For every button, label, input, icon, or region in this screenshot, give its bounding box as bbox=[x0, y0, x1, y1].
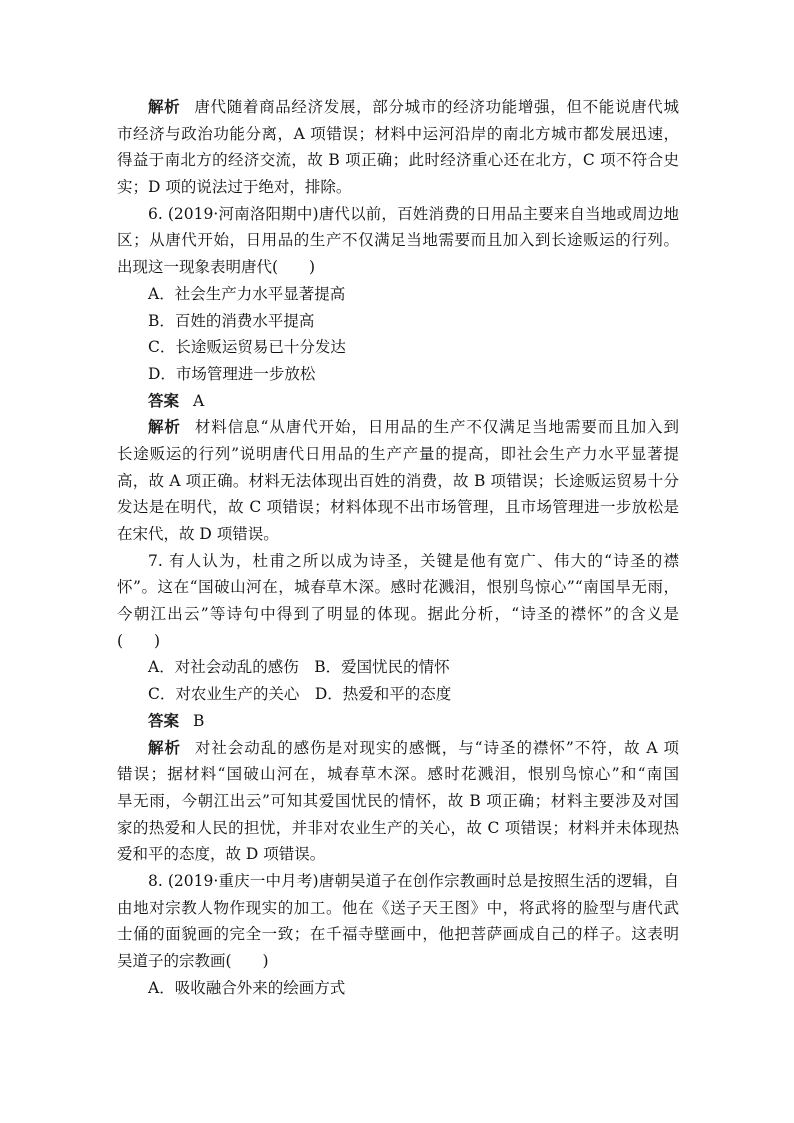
analysis-7-line-5: 爱和平的态度，故 D 项错误。 bbox=[117, 845, 326, 864]
question-7-stem-3: 今朝江出云”等诗句中得到了明显的体现。据此分析，“诗圣的襟怀”的含义是 bbox=[117, 605, 679, 624]
question-7-stem-1: 7. 有人认为，杜甫之所以成为诗圣，关键是他有宽广、伟大的“诗圣的襟 bbox=[148, 551, 679, 570]
analysis-5-line-1: 解析 唐代随着商品经济发展，部分城市的经济功能增强，但不能说唐代城 bbox=[148, 98, 679, 116]
question-8-stem-3: 士俑的面貌画的完全一致；在千福寺壁画中，他把菩萨画成自己的样子。这表明 bbox=[117, 925, 679, 944]
question-8-stem-2: 由地对宗教人物作现实的加工。他在《送子天王图》中，将武将的脸型与唐代武 bbox=[117, 898, 679, 917]
question-7-stem-4: ( ) bbox=[117, 631, 161, 650]
question-7-options-ab: A．对社会动乱的感伤 B．爱国忧民的情怀 bbox=[148, 658, 450, 677]
question-6-option-c: C．长途贩运贸易已十分发达 bbox=[148, 338, 346, 357]
question-7-stem-2: 怀”。这在“国破山河在，城春草木深。感时花溅泪，恨别鸟惊心”“南国旱无雨， bbox=[117, 578, 679, 597]
question-8-stem-4: 吴道子的宗教画( ) bbox=[117, 952, 269, 970]
analysis-7-line-3: 旱无雨，今朝江出云”可知其爱国忧民的情怀，故 B 项正确；材料主要涉及对国 bbox=[117, 791, 679, 810]
answer-label: 答案 bbox=[148, 391, 180, 410]
question-7-options-cd: C．对农业生产的关心 D．热爱和平的态度 bbox=[148, 685, 452, 704]
question-6-option-d: D．市场管理进一步放松 bbox=[148, 364, 316, 383]
question-block bbox=[117, 94, 679, 1001]
question-8-stem-1: 8. (2019·重庆一中月考)唐朝吴道子在创作宗教画时总是按照生活的逻辑，自 bbox=[148, 871, 679, 890]
question-6-option-b: B．百姓的消费水平提高 bbox=[148, 311, 315, 330]
analysis-6-line-3: 高，故 A 项正确。材料无法体现出百姓的消费，故 B 项错误；长途贩运贸易十分 bbox=[117, 471, 679, 490]
analysis-5-line-2: 市经济与政治功能分离，A 项错误；材料中运河沿岸的南北方城市都发展迅速， bbox=[117, 124, 679, 143]
analysis-6-line-5: 在宋代，故 D 项错误。 bbox=[117, 525, 279, 543]
question-6-option-a: A．社会生产力水平显著提高 bbox=[148, 284, 346, 303]
analysis-7-line-4: 家的热爱和人民的担忧，并非对农业生产的关心，故 C 项错误；材料并未体现热 bbox=[117, 818, 679, 837]
question-6-stem-1: 6. (2019·河南洛阳期中)唐代以前，百姓消费的日用品主要来自当地或周边地 bbox=[148, 204, 679, 223]
analysis-label: 解析 bbox=[148, 418, 181, 437]
question-6-stem-3: 出现这一现象表明唐代( ) bbox=[117, 258, 316, 277]
question-8-option-a: A．吸收融合外来的绘画方式 bbox=[148, 978, 346, 997]
analysis-label: 解析 bbox=[148, 738, 181, 757]
analysis-6-line-4: 发达是在明代，故 C 项错误；材料体现不出市场管理，且市场管理进一步放松是 bbox=[117, 498, 679, 517]
analysis-6-line-1: 解析 材料信息“从唐代开始，日用品的生产不仅满足当地需要而且加入到 bbox=[148, 418, 679, 437]
question-7-answer: 答案 B bbox=[148, 711, 205, 730]
question-6-stem-2: 区；从唐代开始，日用品的生产不仅满足当地需要而且加入到长途贩运的行列。 bbox=[117, 231, 679, 250]
analysis-7-line-1: 解析 对社会动乱的感伤是对现实的感慨，与“诗圣的襟怀”不符，故 A 项 bbox=[148, 738, 679, 757]
analysis-5-line-3: 得益于南北方的经济交流，故 B 项正确；此时经济重心还在北方，C 项不符合史 bbox=[117, 151, 679, 170]
analysis-label: 解析 bbox=[148, 98, 181, 116]
answer-label: 答案 bbox=[148, 711, 180, 730]
analysis-5-line-4: 实；D 项的说法过于绝对，排除。 bbox=[117, 178, 352, 197]
question-6-answer: 答案 A bbox=[148, 391, 205, 410]
analysis-7-line-2: 错误；据材料“国破山河在，城春草木深。感时花溅泪，恨别鸟惊心”和“南国 bbox=[117, 765, 679, 784]
analysis-6-line-2: 长途贩运的行列”说明唐代日用品的生产产量的提高，即社会生产力水平显著提 bbox=[117, 444, 679, 463]
